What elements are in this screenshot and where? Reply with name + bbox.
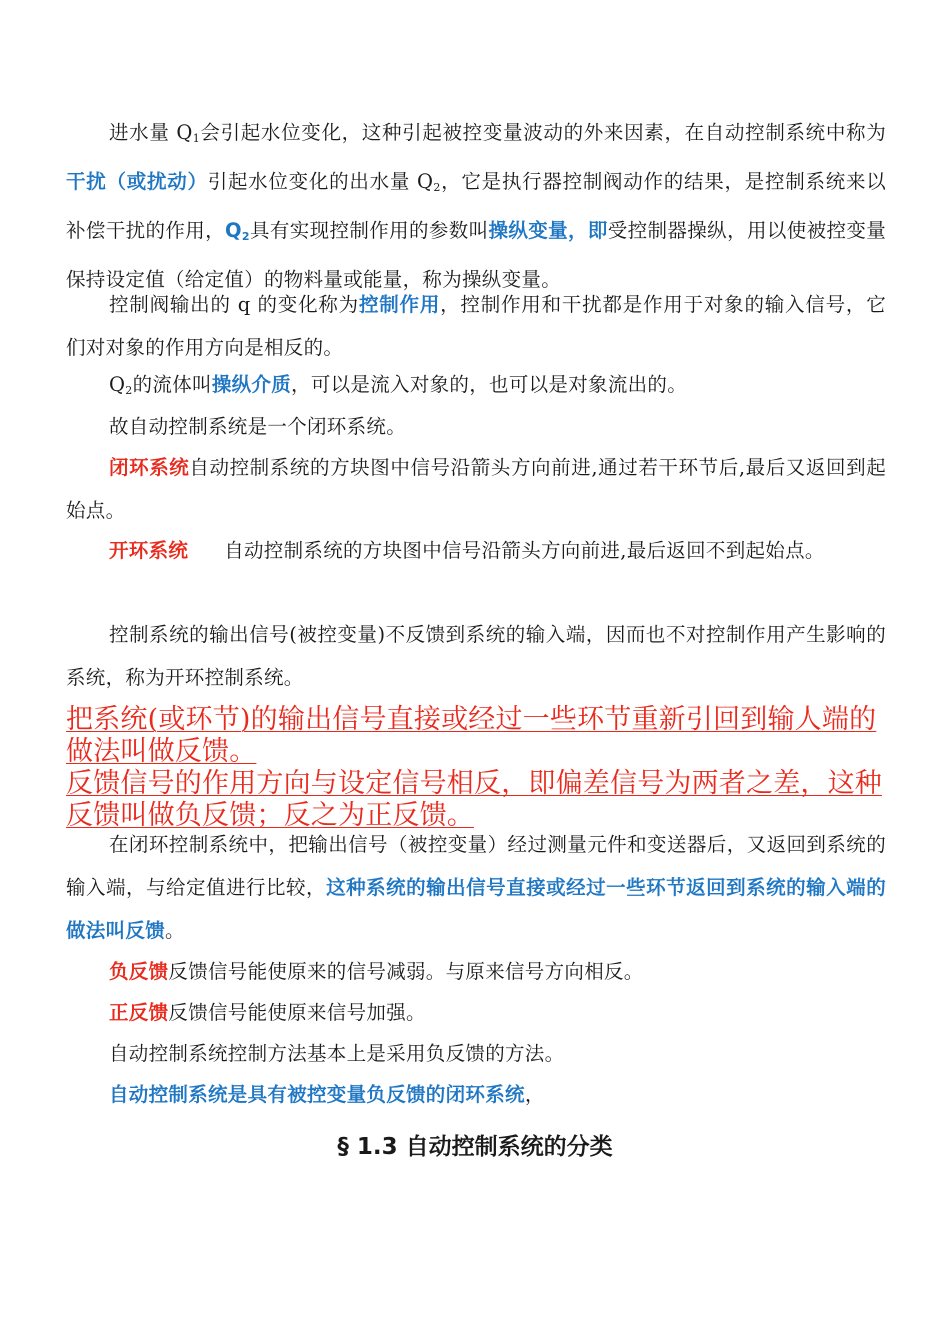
text: ，控制作用和干扰都是作用于对象的输入信号，它们对对象的作用方向是相反的。 — [66, 293, 887, 359]
text: 反馈信号能使原来信号加强。 — [168, 1001, 426, 1024]
paragraph-negative-feedback — [66, 950, 886, 993]
subscript: 1 — [192, 132, 201, 145]
text: 引起水位变化的出水量 Q — [207, 170, 434, 193]
text: 控制系统的输出信号(被控变量)不反馈到系统的输入端，因而也不对控制作用产生影响的系统，称为开环控制系统。 — [66, 623, 886, 689]
text: 控制阀输出的 q 的变化称为 — [109, 293, 359, 316]
term-manipulated-medium: 操纵介质 — [211, 373, 292, 396]
paragraph-closed-loop-definition — [66, 446, 886, 532]
subscript: 2 — [241, 230, 250, 243]
paragraph-open-loop-definition — [66, 529, 906, 572]
term-closed-loop: 闭环系统 — [109, 456, 190, 479]
term-q2: Q — [225, 219, 242, 242]
term-positive-feedback: 正反馈 — [109, 1001, 169, 1024]
text: 自动控制系统控制方法基本上是采用负反馈的方法。 — [109, 1042, 565, 1065]
text: 故自动控制系统是一个闭环系统。 — [109, 415, 407, 438]
paragraph-closed-loop-statement — [66, 405, 886, 448]
text: ， — [524, 1083, 545, 1106]
term-control-action: 控制作用 — [358, 293, 441, 316]
term-automatic-control-system: 自动控制系统是具有被控变量负反馈的闭环系统 — [109, 1083, 525, 1106]
text: 自动控制系统的方块图中信号沿箭头方向前进,最后返回不到起始点。 — [224, 539, 825, 562]
text: ，可以是流入对象的，也可以是对象流出的。 — [291, 373, 688, 396]
paragraph-open-loop-system — [66, 613, 886, 699]
term-manipulated-variable: 操纵变量，即 — [488, 219, 608, 242]
section-heading: § 1.3 自动控制系统的分类 — [337, 1134, 613, 1160]
text: 的流体叫 — [132, 373, 212, 396]
feedback-definition: 把系统(或环节)的输出信号直接或经过一些环节重新引回到输人端的做法叫做反馈。 — [66, 704, 877, 767]
text: 反馈信号能使原来的信号减弱。与原来信号方向相反。 — [168, 960, 644, 983]
term-feedback: 这种系统的输出信号直接或经过一些环节返回到系统的输入端的做法叫反馈 — [66, 876, 886, 942]
subscript: 2 — [433, 181, 441, 194]
term-interference: 干扰（或扰动） — [66, 170, 208, 193]
text: 进水量 Q — [109, 121, 193, 144]
text: Q — [109, 373, 126, 396]
subscript: 2 — [125, 384, 133, 397]
paragraph-control-action — [66, 283, 886, 369]
text: 。 — [165, 919, 185, 942]
text: 会引起水位变化，这种引起被控变量波动的外来因素，在自动控制系统中称为 — [200, 121, 887, 144]
text: 受控制器操纵，用以使被控变量保持设定值（给定值）的物料量或能量，称为操纵变量。 — [66, 219, 887, 291]
term-open-loop: 开环系统 — [109, 539, 189, 562]
paragraph-interference — [66, 111, 886, 301]
text: 在闭环控制系统中，把输出信号（被控变量）经过测量元件和变送器后，又返回到系统的输入端，与给定值进行比较， — [66, 833, 886, 899]
text: ，它是执行器控制阀动作的结果，是控制系统来以补偿干扰的作用， — [66, 170, 886, 242]
paragraph-control-method — [66, 1032, 886, 1075]
term-negative-feedback: 负反馈 — [109, 960, 169, 983]
paragraph-positive-feedback — [66, 991, 886, 1034]
paragraph-feedback — [66, 823, 886, 952]
text: 具有实现控制作用的参数叫 — [249, 219, 489, 242]
negative-feedback-definition: 反馈信号的作用方向与设定信号相反，即偏差信号为两者之差，这种反馈叫做负反馈；反之为正反馈。 — [66, 768, 882, 831]
text: 自动控制系统的方块图中信号沿箭头方向前进,通过若干环节后,最后又返回到起始点。 — [66, 456, 886, 522]
paragraph-automatic-control-definition — [66, 1073, 886, 1116]
